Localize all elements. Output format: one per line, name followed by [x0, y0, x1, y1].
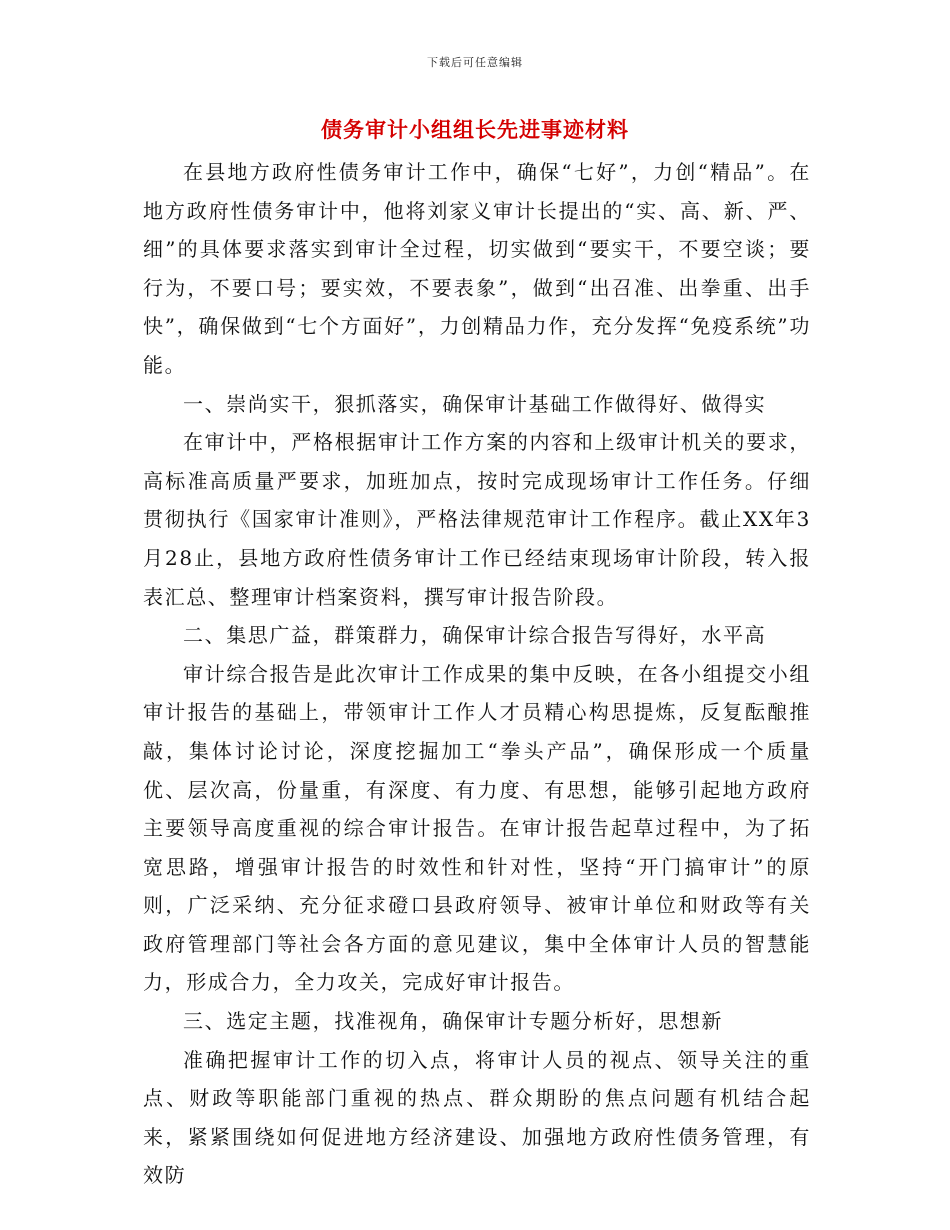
paragraph-section-2: 审计综合报告是此次审计工作成果的集中反映，在各小组提交小组审计报告的基础上，带领审计工作人才员精心构思提炼，反复酝酿推敲，集体讨论讨论，深度挖掘加工“拳头产品”，确保形成一个质量优、层次高，份量重，有深度、有力度、有思想，能够引起地方政府主要领导高度重视的综合审计报告。在审计报告起草过程中，为了拓宽思路，增强审计报告的时效性和针对性，坚持“开门搞审计”的原则，广泛采纳、充分征求磴口县政府领导、被审计单位和财政等有关政府管理部门等社会各方面的意见建议，集中全体审计人员的智慧能力，形成合力，全力攻关，完成好审计报告。	[143, 661, 811, 995]
section-heading-2: 二、集思广益，群策群力，确保审计综合报告写得好，水平高	[183, 623, 767, 648]
paragraph-intro: 在县地方政府性债务审计工作中，确保“七好”，力创“精品”。在地方政府性债务审计中，他将刘家义审计长提出的“实、高、新、严、细”的具体要求落实到审计全过程，切实做到“要实干，不要空谈；要行为，不要口号；要实效，不要表象”，做到“出召准、出拳重、出手快”，确保做到“七个方面好”，力创精品力作，充分发挥“免疫系统”功能。	[143, 160, 811, 377]
document-title: 债务审计小组组长先进事迹材料	[321, 117, 629, 142]
section-heading-3: 三、选定主题，找准视角，确保审计专题分析好，思想新	[183, 1009, 723, 1034]
section-heading-1: 一、崇尚实干，狠抓落实，确保审计基础工作做得好、做得实	[183, 391, 767, 416]
paragraph-section-1: 在审计中，严格根据审计工作方案的内容和上级审计机关的要求，高标准高质量严要求，加班加点，按时完成现场审计工作任务。仔细贯彻执行《国家审计准则》，严格法律规范审计工作程序。截止XX年3月28止，县地方政府性债务审计工作已经结束现场审计阶段，转入报表汇总、整理审计档案资料，撰写审计报告阶段。	[143, 430, 811, 609]
document-body	[143, 153, 811, 1195]
header-note: 下载后可任意编辑	[427, 56, 523, 69]
paragraph-section-3: 准确把握审计工作的切入点，将审计人员的视点、领导关注的重点、财政等职能部门重视的热点、群众期盼的焦点问题有机结合起来，紧紧围绕如何促进地方经济建设、加强地方政府性债务管理，有效防	[143, 1047, 811, 1188]
